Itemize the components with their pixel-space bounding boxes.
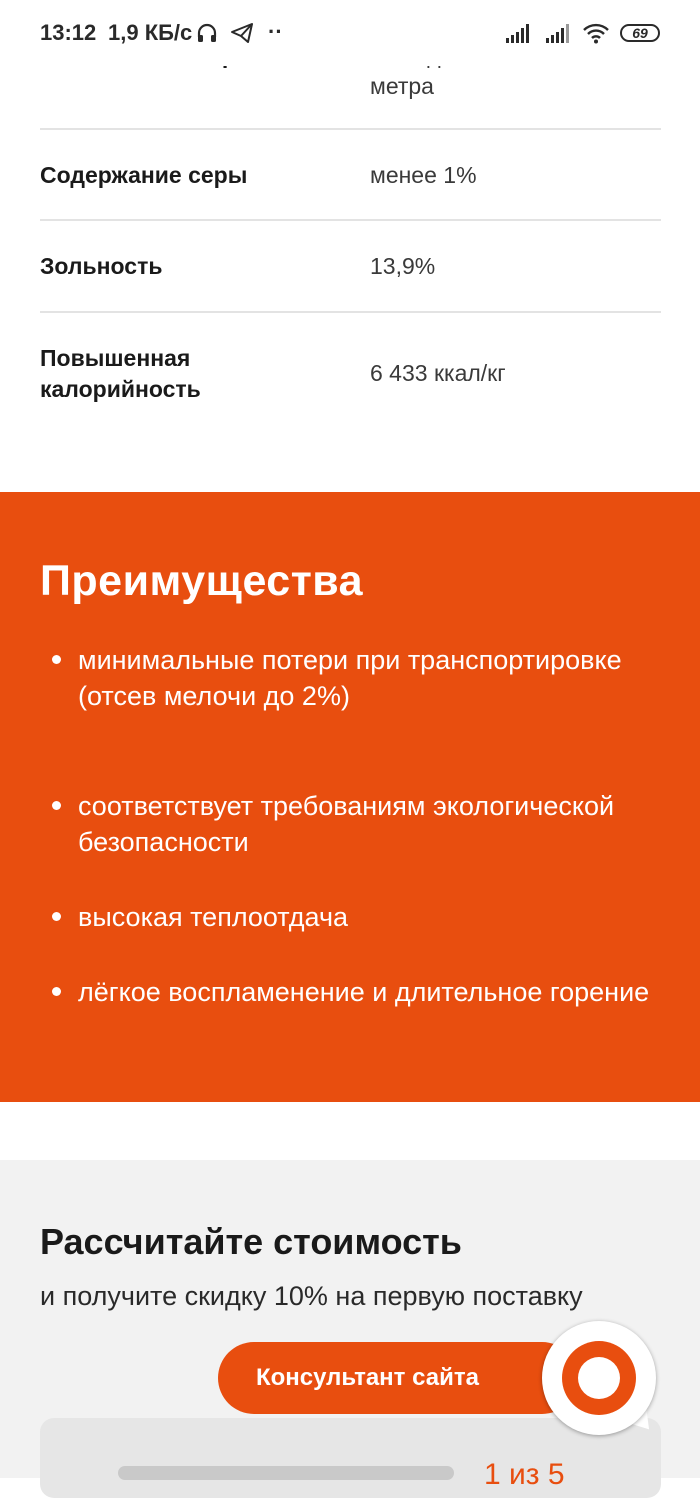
bullet-icon [52,912,61,921]
spec-label: Содержание серы [40,162,248,188]
spec-value: 13,9% [370,253,436,279]
consultant-button[interactable]: Консультант сайта [218,1342,578,1414]
spec-value: менее 1% [370,162,477,188]
chat-ring-inner [578,1357,620,1399]
chat-icon[interactable] [542,1321,656,1435]
status-bar [0,0,700,66]
advantage-text: лёгкое воспламенение и длительное горение [78,977,650,1007]
spec-label: Повышенная калорийность [40,345,201,402]
chat-ring [562,1341,636,1415]
calculator-title: Рассчитайте стоимость [40,1221,462,1262]
divider [40,219,661,221]
status-time: 13:12 [40,20,97,45]
bullet-icon [52,801,61,810]
calculator-card [40,1418,661,1498]
advantage-text: высокая теплоотдача [78,902,349,932]
spec-label: Зольность [40,253,163,279]
spec-value: 6 433 ккал/кг [370,360,506,386]
divider [40,128,661,130]
calculator-subtitle: и получите скидку 10% на первую поставку [40,1281,583,1311]
advantages-section [0,492,700,1102]
bullet-icon [52,987,61,996]
telegram-icon [230,22,254,49]
bullet-icon [52,655,61,664]
advantages-title: Преимущества [40,557,364,605]
wifi-icon [582,22,610,49]
signal-icon-2 [546,22,574,49]
advantage-text: соответствует требованиям экологической безопасности [78,791,615,857]
network-speed: 1,9 КБ/с [108,20,193,45]
spec-value: метра [370,73,434,99]
divider [40,311,661,313]
signal-icon [506,22,534,49]
headphones-icon [196,22,218,49]
advantage-text: минимальные потери при транспортировке (отсев мелочи до 2%) [78,645,622,711]
more-dots-icon: ·· [268,19,283,44]
battery-icon: 69 [620,24,660,42]
step-counter: 1 из 5 [484,1458,565,1491]
